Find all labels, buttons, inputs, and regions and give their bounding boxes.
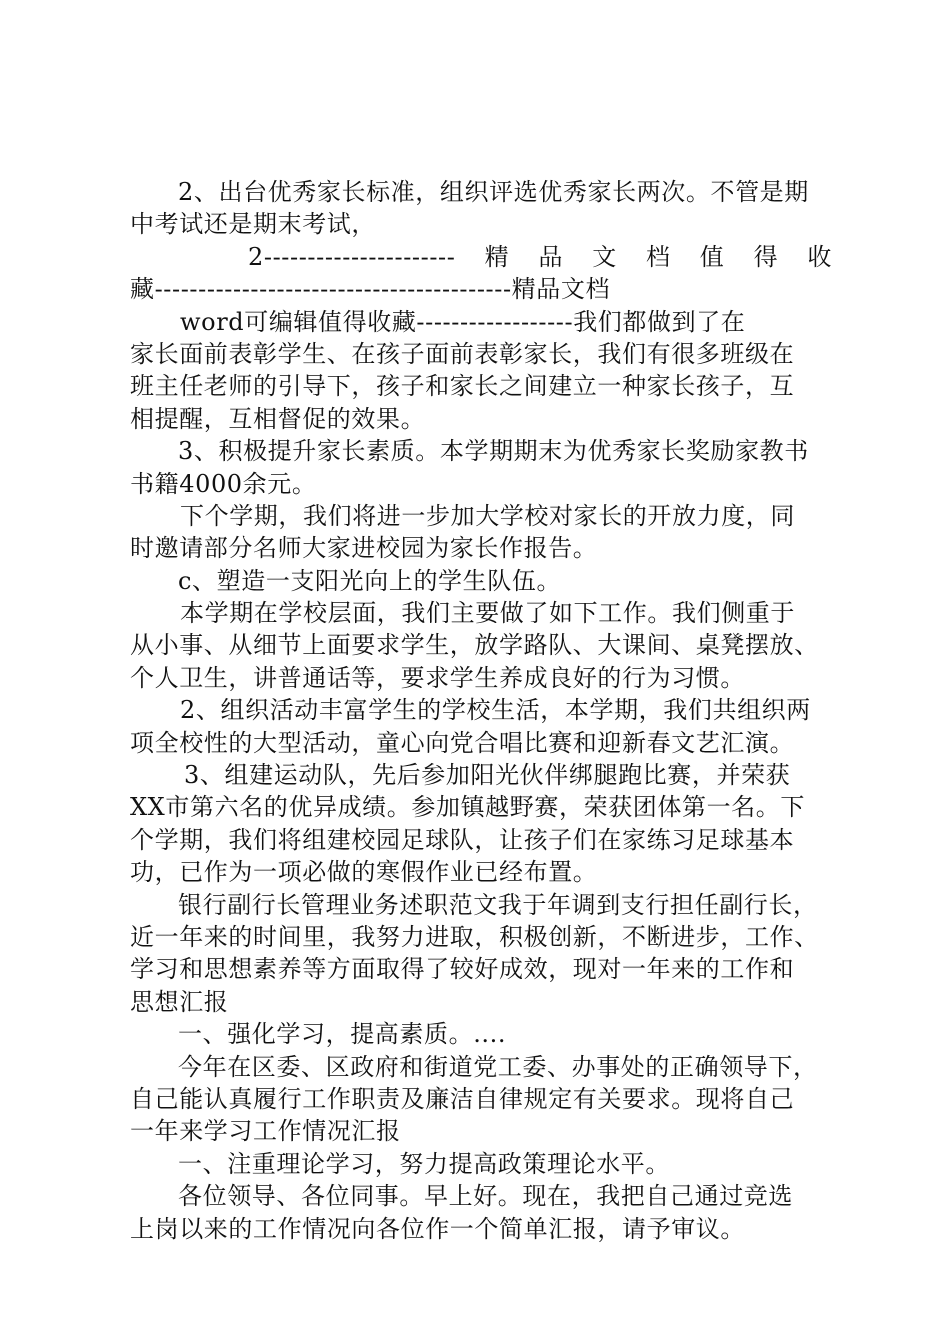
text-line: 个学期，我们将组建校园足球队，让孩子们在家练习足球基本 bbox=[130, 825, 795, 854]
spaced-char: 得 bbox=[753, 242, 779, 271]
text-line: 家长面前表彰学生、在孩子面前表彰家长，我们有很多班级在 bbox=[130, 339, 795, 368]
text-line: 相提醒，互相督促的效果。 bbox=[130, 404, 426, 433]
text-line: 思想汇报 bbox=[130, 987, 229, 1016]
text-line: XX市第六名的优异成绩。参加镇越野赛，荣获团体第一名。下 bbox=[130, 793, 805, 822]
text-line: 自己能认真履行工作职责及廉洁自律规定有关要求。现将自己 bbox=[130, 1084, 795, 1113]
text-line: 学习和思想素养等方面取得了较好成效，现对一年来的工作和 bbox=[130, 955, 795, 984]
spaced-char: 档 bbox=[646, 242, 671, 271]
text-line: 功，已作为一项必做的寒假作业已经布置。 bbox=[130, 858, 598, 887]
text-line: 下个学期，我们将进一步加大学校对家长的开放力度，同 bbox=[180, 501, 795, 530]
text-line: 中考试还是期末考试， bbox=[130, 210, 376, 239]
text-line: 各位领导、各位同事。早上好。现在，我把自己通过竞选 bbox=[178, 1182, 793, 1211]
dash-run: 2---------------------- bbox=[248, 242, 456, 271]
text-line: 藏-----------------------------------------精品文档 bbox=[130, 275, 611, 304]
text-line: 银行副行长管理业务述职范文我于年调到支行担任副行长， bbox=[178, 890, 818, 919]
text-line: word可编辑值得收藏------------------我们都做到了在 bbox=[180, 307, 746, 336]
text-line: 一、强化学习，提高素质。.... bbox=[178, 1020, 507, 1049]
text-line: 时邀请部分名师大家进校园为家长作报告。 bbox=[130, 534, 598, 563]
spaced-char: 文 bbox=[592, 242, 617, 271]
spaced-char: 精 bbox=[484, 242, 510, 271]
document-body bbox=[130, 176, 832, 1245]
text-line: 本学期在学校层面，我们主要做了如下工作。我们侧重于 bbox=[180, 599, 795, 628]
spaced-char: 收 bbox=[807, 242, 832, 271]
text-line bbox=[130, 241, 832, 273]
text-line: 班主任老师的引导下，孩子和家长之间建立一种家长孩子，互 bbox=[130, 372, 795, 401]
text-line: 一、注重理论学习，努力提高政策理论水平。 bbox=[178, 1149, 670, 1178]
text-line: c、塑造一支阳光向上的学生队伍。 bbox=[178, 566, 562, 595]
spaced-char: 品 bbox=[538, 242, 564, 271]
text-line: 一年来学习工作情况汇报 bbox=[130, 1117, 401, 1146]
text-line: 3、组建运动队，先后参加阳光伙伴绑腿跑比赛，并荣获 bbox=[184, 761, 791, 790]
text-line: 今年在区委、区政府和街道党工委、办事处的正确领导下， bbox=[178, 1052, 818, 1081]
text-line: 近一年来的时间里，我努力进取，积极创新，不断进步，工作、 bbox=[130, 922, 819, 951]
spaced-char: 值 bbox=[699, 242, 725, 271]
text-line: 2、组织活动丰富学生的学校生活，本学期，我们共组织两 bbox=[180, 696, 811, 725]
text-line: 项全校性的大型活动，童心向党合唱比赛和迎新春文艺汇演。 bbox=[130, 728, 795, 757]
text-line: 2、出台优秀家长标准，组织评选优秀家长两次。不管是期 bbox=[178, 178, 809, 206]
text-line: 上岗以来的工作情况向各位作一个简单汇报，请予审议。 bbox=[130, 1214, 745, 1243]
text-line: 3、积极提升家长素质。本学期期末为优秀家长奖励家教书 bbox=[178, 437, 809, 466]
text-line: 个人卫生，讲普通话等，要求学生养成良好的行为习惯。 bbox=[130, 663, 745, 692]
text-line: 从小事、从细节上面要求学生，放学路队、大课间、桌凳摆放、 bbox=[130, 631, 819, 660]
text-line: 书籍4000余元。 bbox=[130, 469, 317, 498]
